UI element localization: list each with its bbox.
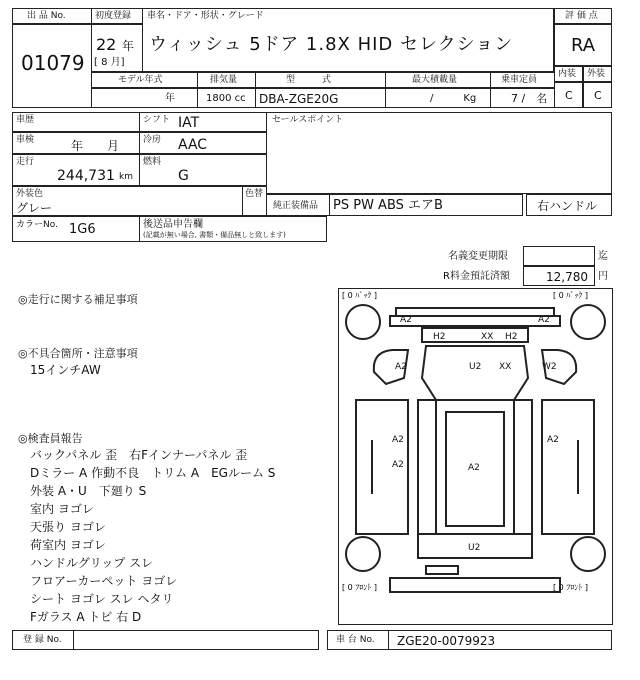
shift-label: シフト bbox=[143, 115, 171, 125]
exterior-color-label: 外装色 bbox=[16, 189, 44, 199]
inspection-label: 車検 bbox=[16, 135, 35, 145]
model-year-cell bbox=[91, 88, 198, 108]
capacity-label: 乗車定員 bbox=[501, 75, 538, 85]
recycle-amount: 12,780 bbox=[546, 270, 588, 284]
color-no-value: 1G6 bbox=[69, 222, 96, 237]
inspector-line: シート ヨゴレ スレ ヘタリ bbox=[30, 592, 174, 606]
ac-label: 冷房 bbox=[143, 135, 162, 145]
damage-mark: U2 bbox=[469, 362, 482, 372]
inspector-line: Fガラス A トビ 右 D bbox=[30, 610, 142, 624]
damage-mark: A2 bbox=[468, 463, 480, 473]
equipment-label: 純正装備品 bbox=[273, 201, 319, 211]
model-year-unit: 年 bbox=[165, 93, 175, 104]
ac-value: AAC bbox=[178, 137, 208, 153]
damage-mark: XX bbox=[499, 362, 512, 372]
chassis-no: ZGE20-0079923 bbox=[397, 634, 496, 648]
diagram-frame bbox=[339, 289, 613, 625]
damage-mark: A2 bbox=[392, 435, 404, 445]
name-change-suffix: 迄 bbox=[598, 251, 608, 262]
chassis-cell bbox=[388, 630, 612, 650]
damage-mark: A2 bbox=[538, 315, 550, 325]
inspector-heading: ◎検査員報告 bbox=[18, 432, 83, 445]
damage-mark: H2 bbox=[505, 332, 518, 342]
interior-grade: C bbox=[565, 89, 573, 102]
rating-label: 評 価 点 bbox=[565, 11, 598, 21]
damage-mark: XX bbox=[481, 332, 494, 342]
displacement-value: 1800 cc bbox=[206, 93, 246, 104]
mileage-value: 244,731 bbox=[57, 168, 115, 184]
equipment-cell bbox=[329, 194, 523, 216]
selling-points-label: セールスポイント bbox=[272, 115, 344, 125]
inspection-year-month: 年 月 bbox=[71, 139, 120, 153]
inspector-line: 室内 ヨゴレ bbox=[30, 502, 94, 516]
corner-label-br: [ 0 ﾌﾛﾝﾄ ] bbox=[553, 583, 588, 592]
inspection-cell bbox=[12, 132, 140, 154]
first-reg-year: 22 bbox=[96, 35, 117, 54]
after-report-note: (記載が無い場合, 書類・備品無しと致します) bbox=[143, 231, 286, 239]
color-change-label: 色替 bbox=[245, 189, 264, 199]
reg-no-label: 登 録 No. bbox=[23, 635, 62, 645]
reg-no-label-cell bbox=[12, 630, 74, 650]
history-label: 車歴 bbox=[16, 115, 35, 125]
rating-value: RA bbox=[571, 35, 596, 56]
displacement-label: 排気量 bbox=[210, 75, 238, 85]
rating-cell bbox=[554, 24, 612, 66]
equipment-label-cell bbox=[266, 194, 330, 216]
inspector-line: 外装 A・U 下廻り S bbox=[30, 484, 147, 498]
driving-heading: ◎走行に関する補足事項 bbox=[18, 293, 138, 306]
lot-no-cell bbox=[12, 24, 92, 108]
defect-line: 15インチAW bbox=[30, 363, 101, 377]
color-no-cell bbox=[12, 216, 140, 242]
selling-points-cell bbox=[266, 112, 612, 194]
exterior-color-cell bbox=[12, 186, 243, 216]
exterior-label: 外装 bbox=[587, 69, 606, 79]
first-reg-year-unit: 年 bbox=[122, 39, 135, 53]
inspector-line: バックパネル 歪 右Fインナーパネル 歪 bbox=[30, 448, 248, 462]
fuel-cell bbox=[139, 154, 267, 186]
mileage-label: 走行 bbox=[16, 157, 35, 167]
fuel-label: 燃料 bbox=[143, 157, 162, 167]
inspector-line: ハンドルグリップ スレ bbox=[30, 556, 154, 570]
first-reg-label-cell bbox=[91, 8, 143, 24]
damage-mark: H2 bbox=[433, 332, 446, 342]
first-reg-cell bbox=[91, 24, 143, 72]
damage-mark: A2 bbox=[547, 435, 559, 445]
corner-label-bl: [ 0 ﾌﾛﾝﾄ ] bbox=[342, 583, 377, 592]
inspector-line: Dミラー A 作動不良 トリム A EGルーム S bbox=[30, 466, 276, 480]
max-load-label-cell bbox=[385, 72, 491, 88]
car-damage-diagram bbox=[338, 288, 613, 625]
model-type-label-cell bbox=[255, 72, 386, 88]
inspector-line: 天張り ヨゴレ bbox=[30, 520, 106, 534]
name-change-label: 名義変更期限 bbox=[448, 251, 508, 262]
mileage-cell bbox=[12, 154, 140, 186]
first-reg-month: [ 8 月] bbox=[94, 57, 125, 68]
model-year-label: モデル年式 bbox=[118, 75, 163, 85]
model-type-value: DBA-ZGE20G bbox=[259, 92, 339, 106]
color-change-cell bbox=[242, 186, 267, 216]
recycle-unit: 円 bbox=[598, 271, 608, 282]
damage-mark: A2 bbox=[395, 362, 407, 372]
lot-no-label-cell bbox=[12, 8, 92, 24]
after-report-cell bbox=[139, 216, 327, 242]
model-type-label: 型 式 bbox=[286, 75, 332, 85]
shift-value: IAT bbox=[178, 115, 200, 131]
fuel-value: G bbox=[178, 168, 189, 184]
ac-cell bbox=[139, 132, 267, 154]
color-no-label: カラーNo. bbox=[16, 220, 58, 230]
max-load-label: 最大積載量 bbox=[412, 75, 458, 85]
model-type-cell bbox=[255, 88, 386, 108]
capacity-cell bbox=[490, 88, 555, 108]
defects-heading: ◎不具合箇所・注意事項 bbox=[18, 347, 138, 360]
car-name-cell bbox=[142, 8, 554, 72]
car-name: ウィッシュ 5ドア 1.8X HID セレクション bbox=[149, 34, 514, 55]
after-report-label: 後送品申告欄 bbox=[143, 219, 203, 230]
chassis-label-cell bbox=[327, 630, 389, 650]
displacement-label-cell bbox=[197, 72, 256, 88]
damage-mark: A2 bbox=[392, 460, 404, 470]
lot-no-label: 出 品 No. bbox=[27, 11, 66, 21]
inspector-line: 荷室内 ヨゴレ bbox=[30, 538, 106, 552]
equipment-value: PS PW ABS エアB bbox=[333, 198, 443, 213]
corner-label-tr: [ 0 ﾊﾞｯｸ ] bbox=[553, 291, 588, 300]
history-cell bbox=[12, 112, 140, 132]
exterior-grade: C bbox=[594, 89, 602, 102]
exterior-label-cell bbox=[583, 66, 612, 82]
damage-mark: U2 bbox=[468, 543, 481, 553]
capacity-value: 7 / 名 bbox=[511, 92, 548, 105]
handle-value: 右ハンドル bbox=[537, 199, 598, 213]
interior-label: 内装 bbox=[558, 69, 577, 79]
corner-label-tl: [ 0 ﾊﾞｯｸ ] bbox=[342, 291, 377, 300]
car-name-label: 車名・ドア・形状・グレード bbox=[147, 11, 264, 21]
rating-label-cell bbox=[554, 8, 612, 24]
chassis-label: 車 台 No. bbox=[336, 635, 375, 645]
exterior-color-value: グレー bbox=[16, 201, 53, 215]
lot-no: 01079 bbox=[21, 51, 85, 75]
max-load-cell bbox=[385, 88, 491, 108]
handle-cell bbox=[526, 194, 612, 216]
damage-mark: A2 bbox=[400, 315, 412, 325]
shift-cell bbox=[139, 112, 267, 132]
interior-label-cell bbox=[554, 66, 583, 82]
reg-no-cell bbox=[73, 630, 319, 650]
recycle-label: R料金預託済額 bbox=[443, 271, 510, 282]
name-change-box bbox=[523, 246, 595, 266]
recycle-box bbox=[523, 266, 595, 286]
max-load-value: / Kg bbox=[430, 93, 477, 104]
displacement-cell bbox=[197, 88, 256, 108]
capacity-label-cell bbox=[490, 72, 555, 88]
first-reg-label: 初度登録 bbox=[95, 11, 132, 21]
damage-mark: W2 bbox=[542, 362, 557, 372]
model-year-label-cell bbox=[91, 72, 198, 88]
interior-grade-cell bbox=[554, 82, 583, 108]
inspector-line: フロアーカーペット ヨゴレ bbox=[30, 574, 178, 588]
exterior-grade-cell bbox=[583, 82, 612, 108]
mileage-unit: km bbox=[119, 172, 133, 182]
